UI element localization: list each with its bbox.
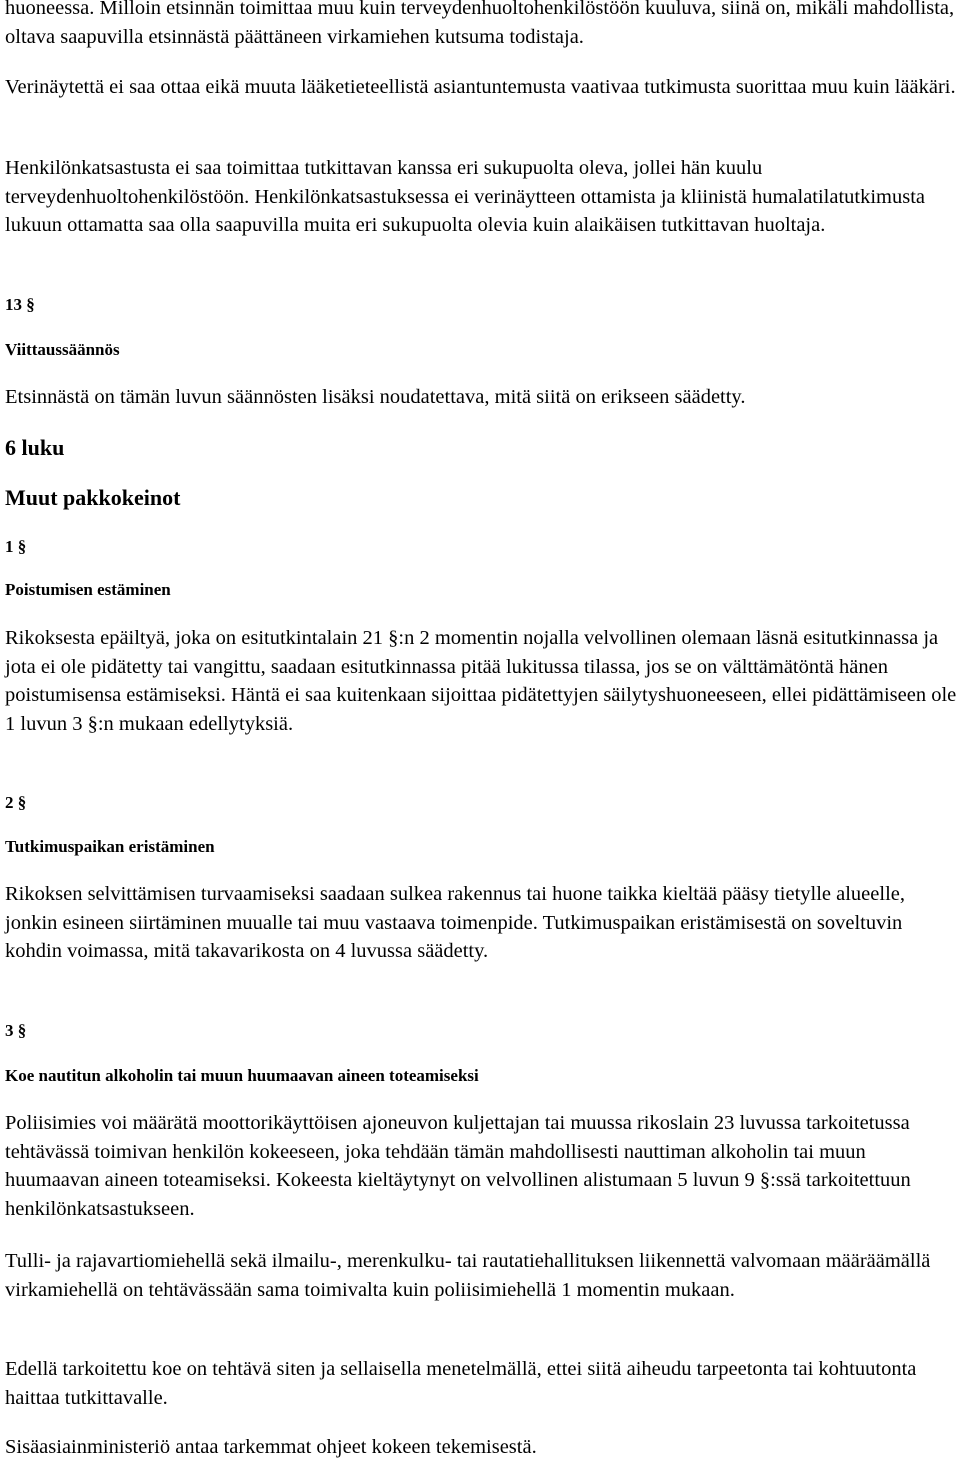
paragraph-witness: huoneessa. Milloin etsinnän toimittaa muu kuin terveydenhuoltohenkilöstöön kuuluva, siinä on, mikäli mahdollista, oltava saapuvilla etsinnästä päättäneen virkamiehen kutsuma todistaja. <box>5 0 955 48</box>
section-13-number: 13 § <box>5 295 35 314</box>
section-13-text: Etsinnästä on tämän luvun säännösten lisäksi noudatettava, mitä siitä on erikseen säädetty. <box>5 386 746 408</box>
section-3-paragraph-4: Sisäasiainministeriö antaa tarkemmat ohjeet kokeen tekemisestä. <box>5 1436 537 1458</box>
section-1-text: Rikoksesta epäiltyä, joka on esitutkintalain 21 §:n 2 momentin nojalla velvollinen olemaan läsnä esitutkinnassa ja jota ei ole pidätetty tai vangittu, saadaan esitutkinnassa pitää lukitussa tilassa, jos se on välttämätöntä hänen poistumisensa estämiseksi. Häntä ei saa kuitenkaan sijoittaa pidätettyjen säilytyshuoneeseen, ellei pidättämiseen ole 1 luvun 3 §:n mukaan edellytyksiä. <box>5 627 957 735</box>
section-3-title: Koe nautitun alkoholin tai muun huumaavan aineen toteamiseksi <box>5 1066 479 1085</box>
section-3-number: 3 § <box>5 1021 27 1040</box>
section-2-text: Rikoksen selvittämisen turvaamiseksi saadaan sulkea rakennus tai huone taikka kieltää pääsy tietylle alueelle, jonkin esineen siirtäminen muualle tai muu vastaava toimenpide. Tutkimuspaikan eristämisestä on soveltuvin kohdin voimassa, mitä takavarikosta on 4 luvussa säädetty. <box>5 883 905 962</box>
paragraph-body-search: Henkilönkatsastusta ei saa toimittaa tutkittavan kanssa eri sukupuolta oleva, jollei hän kuulu terveydenhuoltohenkilöstöön. Henkilönkatsastuksessa ei verinäytteen ottamista ja kliinistä humalatilatutkimusta lukuun ottamatta saa olla saapuvilla muita eri sukupuolta olevia kuin alaikäisen tutkittavan huoltaja. <box>5 157 926 236</box>
section-2-number: 2 § <box>5 793 27 812</box>
section-1-number: 1 § <box>5 537 27 556</box>
section-13-title: Viittaussäännös <box>5 340 120 359</box>
section-3-paragraph-1: Poliisimies voi määrätä moottorikäyttöisen ajoneuvon kuljettajan tai muussa rikoslain 23 luvussa tarkoitetussa tehtävässä toimivan henkilön kokeeseen, joka tehdään tämän mahdollisesti nauttiman alkoholin tai muun huumaavan aineen toteamiseksi. Kokeesta kieltäytynyt on velvollinen alistumaan 5 luvun 9 §:ssä tarkoitettuun henkilönkatsastukseen. <box>5 1112 911 1220</box>
section-2-title: Tutkimuspaikan eristäminen <box>5 837 215 856</box>
chapter-title: Muut pakkokeinot <box>5 485 181 510</box>
paragraph-blood-sample: Verinäytettä ei saa ottaa eikä muuta lääketieteellistä asiantuntemusta vaativaa tutkimusta suorittaa muu kuin lääkäri. <box>5 76 956 98</box>
section-3-paragraph-2: Tulli- ja rajavartiomiehellä sekä ilmailu-, merenkulku- tai rautatiehallituksen liikennettä valvomaan määräämällä virkamiehellä on tehtävässään sama toimivalta kuin poliisimiehellä 1 momentin mukaan. <box>5 1250 931 1301</box>
chapter-number: 6 luku <box>5 435 65 460</box>
section-1-title: Poistumisen estäminen <box>5 580 171 599</box>
section-3-paragraph-3: Edellä tarkoitettu koe on tehtävä siten ja sellaisella menetelmällä, ettei siitä aiheudu tarpeetonta tai kohtuutonta haittaa tutkittavalle. <box>5 1358 917 1409</box>
